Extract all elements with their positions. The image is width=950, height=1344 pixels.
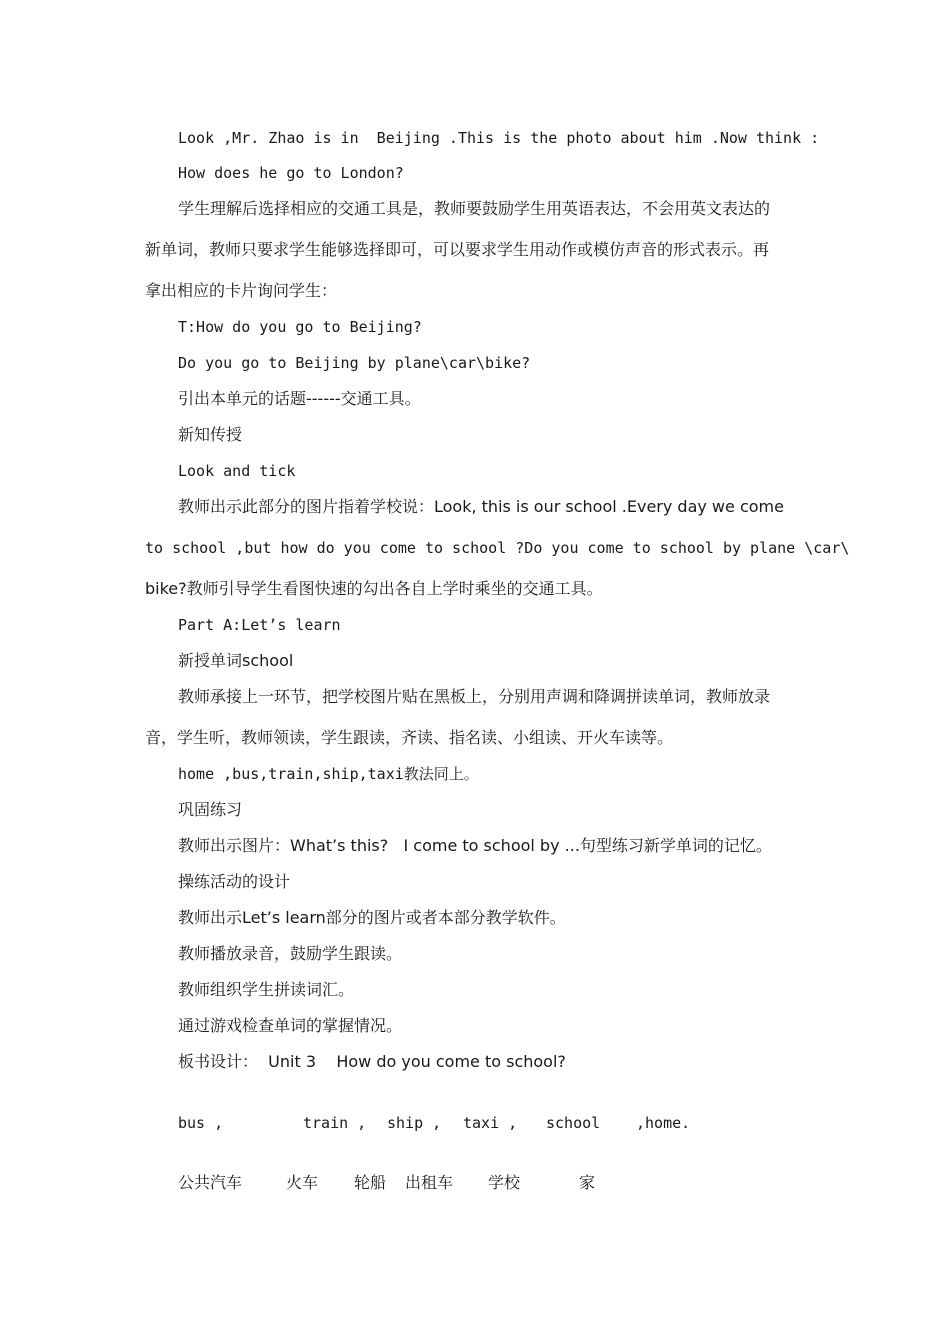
board-design-heading: 板书设计： Unit 3 How do you come to school? <box>178 1052 566 1071</box>
text-line-22: 教师出示Let’s learn部分的图片或者本部分教学软件。 <box>178 908 566 927</box>
text-line-23: 教师播放录音，鼓励学生跟读。 <box>178 944 403 963</box>
section-heading-practice: 巩固练习 <box>178 800 243 819</box>
vocab-cn-train: 火车 <box>286 1173 319 1192</box>
section-heading-part-a: Part A:Let’s learn <box>178 616 341 634</box>
vocab-en-home: ,home. <box>636 1114 691 1132</box>
section-heading-new-knowledge: 新知传授 <box>178 425 243 444</box>
text-line-24: 教师组织学生拼读词汇。 <box>178 980 355 999</box>
text-line-8: 引出本单元的话题------交通工具。 <box>178 389 421 408</box>
text-line-2: How does he go to London? <box>178 164 404 182</box>
text-line-18: home ,bus,train,ship,taxi教法同上。 <box>178 765 479 783</box>
vocab-en-school: school <box>546 1114 601 1132</box>
vocab-cn-school: 学校 <box>488 1173 521 1192</box>
text-line-1: Look ,Mr. Zhao is in Beijing .This is the photo about him .Now think : <box>178 129 820 147</box>
text-line-17: 音，学生听，教师领读，学生跟读，齐读、指名读、小组读、开火车读等。 <box>145 728 674 747</box>
vocab-cn-taxi: 出租车 <box>405 1173 454 1192</box>
text-line-12: to school ,but how do you come to school ?Do you come to school by plane \car\ <box>145 539 850 557</box>
text-line-6: T:How do you go to Beijing? <box>178 318 422 336</box>
section-heading-look-and-tick: Look and tick <box>178 462 296 480</box>
text-line-16: 教师承接上一环节，把学校图片贴在黑板上，分别用声调和降调拼读单词，教师放录 <box>178 687 771 706</box>
text-line-7: Do you go to Beijing by plane\car\bike? <box>178 354 531 372</box>
vocab-en-ship: ship , <box>387 1114 442 1132</box>
text-line-20: 教师出示图片：What’s this? I come to school by ...句型练习新学单词的记忆。 <box>178 836 772 855</box>
vocab-cn-home: 家 <box>579 1173 596 1192</box>
text-line-25: 通过游戏检查单词的掌握情况。 <box>178 1016 403 1035</box>
text-line-15: 新授单词school <box>178 651 294 670</box>
text-line-4: 新单词，教师只要求学生能够选择即可，可以要求学生用动作或模仿声音的形式表示。再 <box>145 240 770 259</box>
vocab-cn-bus: 公共汽车 <box>178 1173 243 1192</box>
section-heading-activity-design: 操练活动的设计 <box>178 872 291 891</box>
text-line-3: 学生理解后选择相应的交通工具是，教师要鼓励学生用英语表达，不会用英文表达的 <box>178 199 771 218</box>
vocab-en-taxi: taxi , <box>463 1114 518 1132</box>
text-line-5: 拿出相应的卡片询问学生： <box>145 281 338 300</box>
vocab-en-train: train , <box>303 1114 367 1132</box>
vocab-en-bus: bus , <box>178 1114 224 1132</box>
text-line-11: 教师出示此部分的图片指着学校说：Look, this is our school .Every day we come <box>178 497 784 516</box>
vocab-cn-ship: 轮船 <box>354 1173 387 1192</box>
text-line-13: bike?教师引导学生看图快速的勾出各自上学时乘坐的交通工具。 <box>145 579 603 598</box>
